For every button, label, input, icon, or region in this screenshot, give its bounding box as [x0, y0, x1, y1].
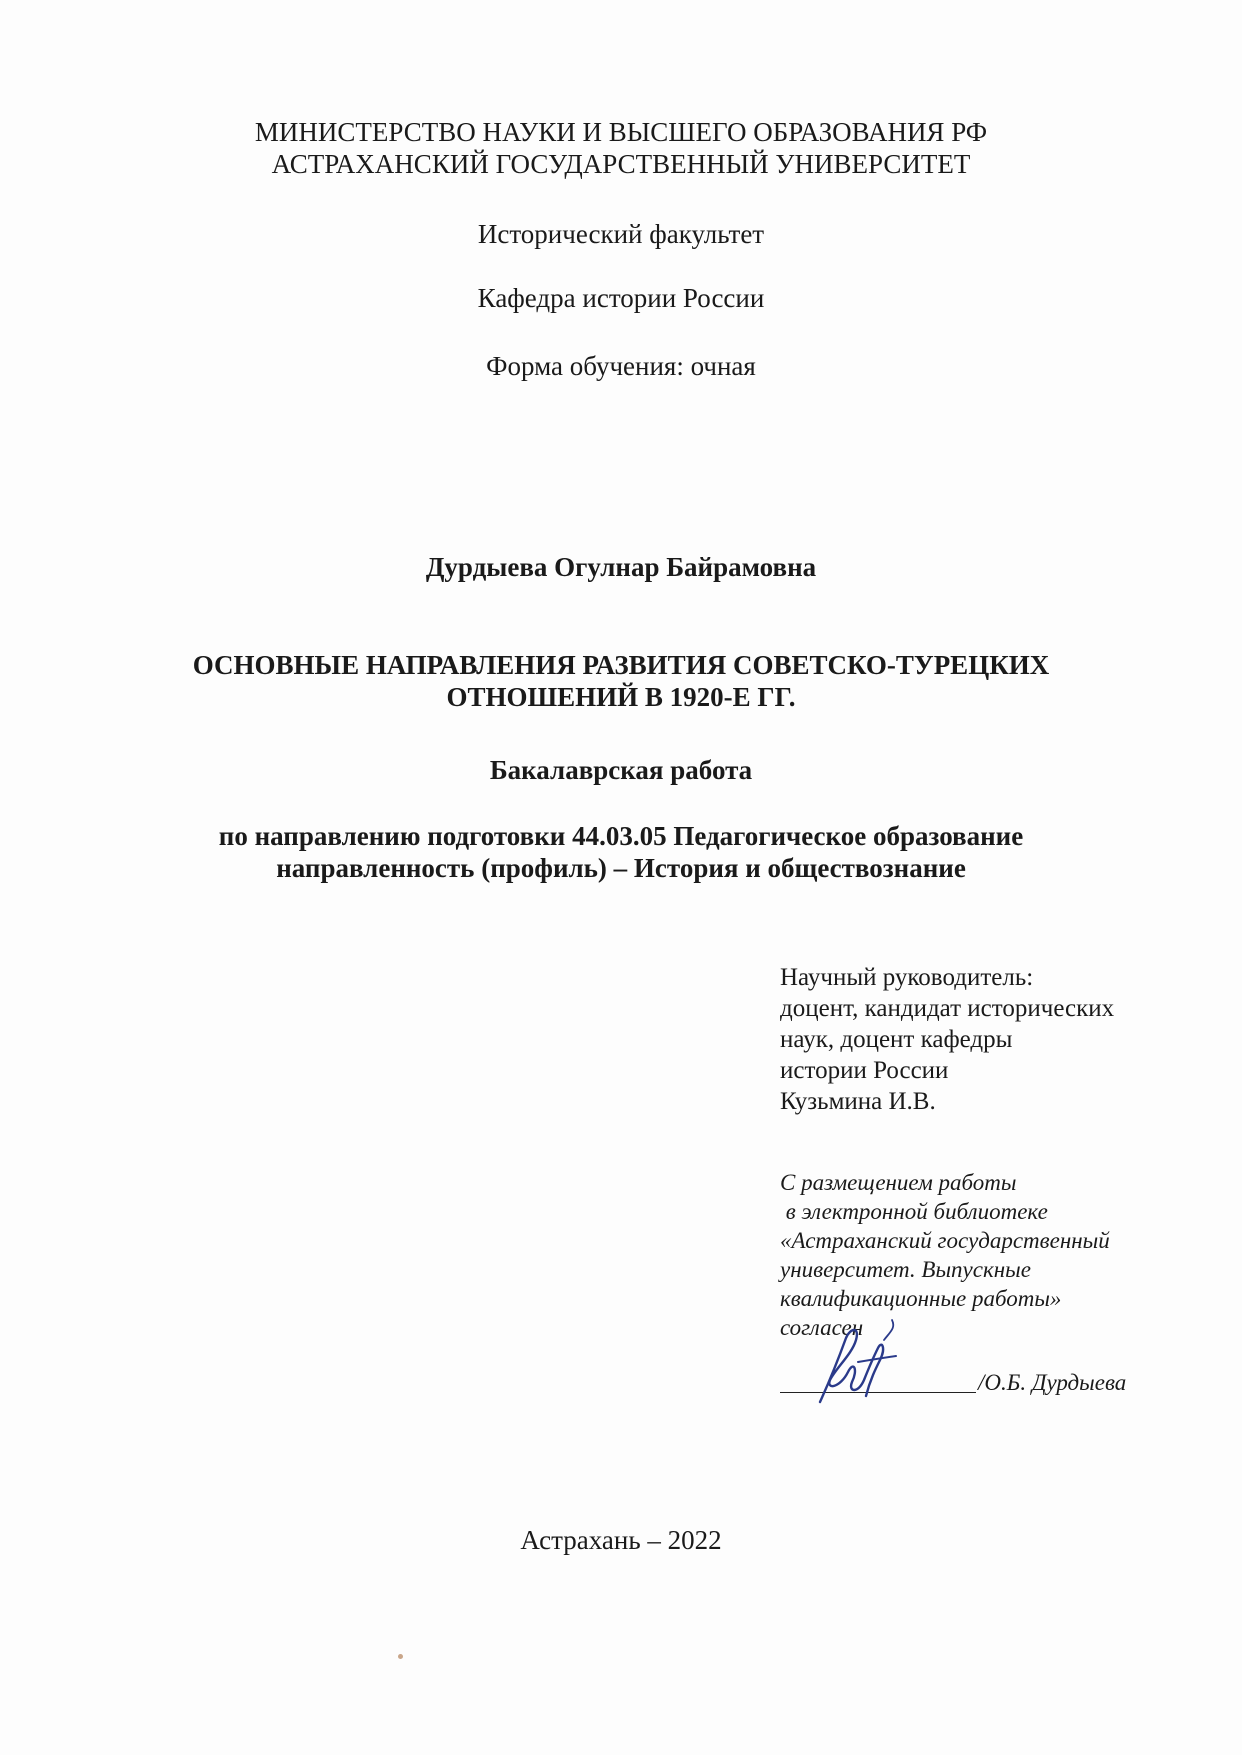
- supervisor-line3: наук, доцент кафедры: [780, 1026, 1013, 1053]
- supervisor-block: [780, 962, 1220, 1117]
- handwritten-signature: [800, 1310, 910, 1410]
- consent-line1: С размещением работы: [780, 1170, 1017, 1195]
- consent-line4: университет. Выпускные: [780, 1257, 1031, 1282]
- direction-line1: по направлению подготовки 44.03.05 Педагогическое образование: [218, 821, 1024, 851]
- consent-line5: квалификационные работы»: [780, 1286, 1062, 1311]
- work-type: Бакалаврская работа: [489, 755, 753, 785]
- scan-speck: [398, 1654, 403, 1659]
- consent-line6: согласен: [780, 1315, 864, 1340]
- supervisor-line1: Научный руководитель:: [780, 964, 1034, 991]
- supervisor-name: Кузьмина И.В.: [780, 1088, 936, 1115]
- thesis-title-line2: ОТНОШЕНИЙ В 1920-Е ГГ.: [446, 682, 796, 712]
- ministry-heading: МИНИСТЕРСТВО НАУКИ И ВЫСШЕГО ОБРАЗОВАНИЯ РФ: [254, 117, 988, 147]
- direction-line2: направленность (профиль) – История и обществознание: [276, 853, 966, 883]
- study-form-label: Форма обучения: очная: [486, 351, 756, 381]
- supervisor-line4: истории России: [780, 1057, 949, 1084]
- department-label: Кафедра истории России: [477, 283, 765, 313]
- author-name: Дурдыева Огулнар Байрамовна: [425, 552, 817, 582]
- university-heading: АСТРАХАНСКИЙ ГОСУДАРСТВЕННЫЙ УНИВЕРСИТЕТ: [271, 149, 971, 179]
- city-year-footer: Астрахань – 2022: [520, 1525, 722, 1555]
- consent-line3: «Астраханский государственный: [780, 1228, 1110, 1253]
- faculty-label: Исторический факультет: [477, 219, 765, 249]
- supervisor-line2: доцент, кандидат исторических: [780, 995, 1115, 1022]
- thesis-title-line1: ОСНОВНЫЕ НАПРАВЛЕНИЯ РАЗВИТИЯ СОВЕТСКО-ТУРЕЦКИХ: [192, 650, 1050, 680]
- consent-line2: в электронной библиотеке: [780, 1199, 1048, 1224]
- signature-name: /О.Б. Дурдыева: [978, 1370, 1127, 1395]
